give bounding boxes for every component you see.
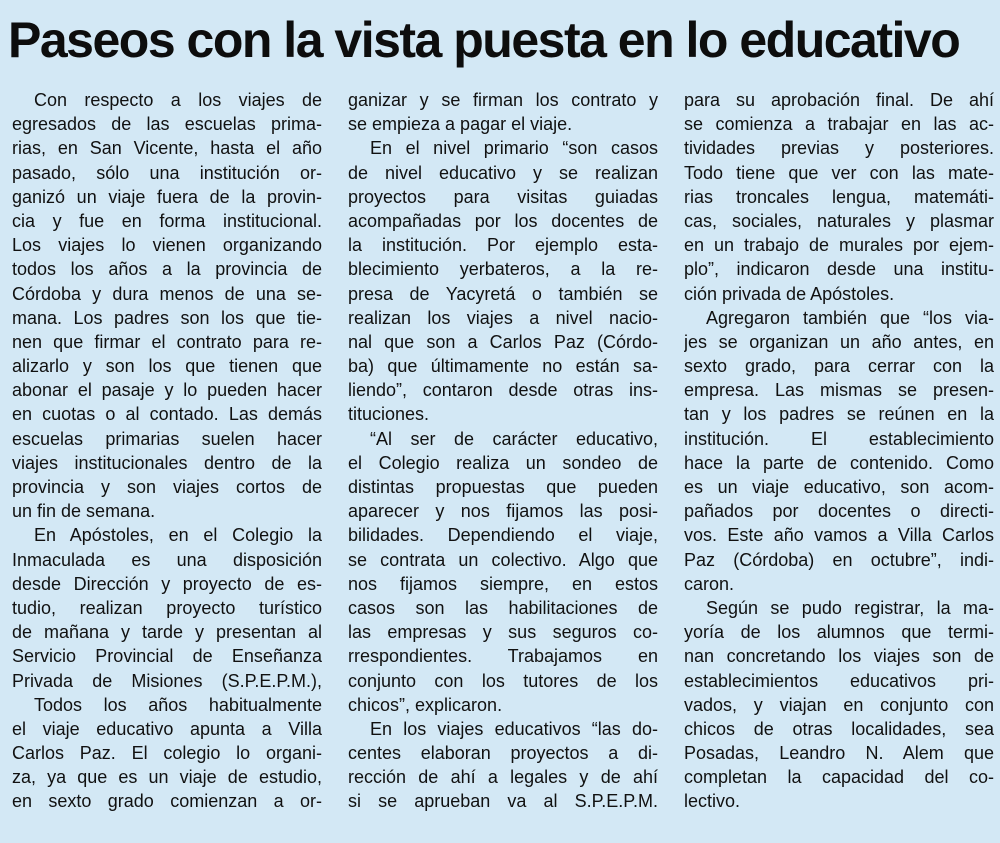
text-line: bilidades. Dependiendo el viaje, xyxy=(348,525,658,546)
text-line: Según se pudo registrar, la ma- xyxy=(706,597,994,618)
text-line: presa de Yacyretá o también se xyxy=(348,283,658,304)
text-line: sexto grado, para cerrar con la xyxy=(684,356,994,377)
text-line: realizan los viajes a nivel nacio- xyxy=(348,307,658,328)
text-line: en cuotas o al contado. Las demás xyxy=(12,404,322,425)
text-line: vos. Este año vamos a Villa Carlos xyxy=(684,525,994,546)
text-line: completan la capacidad del co- xyxy=(684,767,994,788)
text-line: empresa. Las mismas se presen- xyxy=(684,380,994,401)
text-line: nal que son a Carlos Paz (Córdo- xyxy=(348,331,658,352)
text-line: blecimiento yerbateros, a la re- xyxy=(348,259,658,280)
text-line: todos los años a la provincia de xyxy=(12,259,322,280)
article-column-1 xyxy=(12,88,322,814)
text-line: establecimientos educativos pri- xyxy=(684,670,994,691)
text-line: rección de ahí a legales y de ahí xyxy=(348,767,658,788)
text-line: de nivel educativo y se realizan xyxy=(348,162,658,183)
text-line: se comienza a trabajar en las ac- xyxy=(684,114,994,135)
text-line: Con respecto a los viajes de xyxy=(34,90,322,110)
text-line: nen que firmar el contrato para re- xyxy=(12,331,322,352)
text-line: pañados por docentes o directi- xyxy=(684,501,994,522)
text-line: Los viajes lo vienen organizando xyxy=(12,235,322,256)
text-line: el Colegio realiza un sondeo de xyxy=(348,452,658,473)
text-line: “Al ser de carácter educativo, xyxy=(370,428,658,449)
text-line: ción privada de Apóstoles. xyxy=(684,283,895,304)
text-line: ganizar y se firman los contrato y xyxy=(348,90,658,110)
text-line: vados, y viajan en conjunto con xyxy=(684,694,994,715)
text-line: las empresas y sus seguros co- xyxy=(348,622,658,643)
text-line: egresados de las escuelas prima- xyxy=(12,114,322,135)
text-line: para su aprobación final. De ahí xyxy=(684,90,994,110)
text-line: la institución. Por ejemplo esta- xyxy=(348,235,658,256)
text-line: hace la parte de contenido. Como xyxy=(684,452,994,473)
text-line: aparecer y nos fijamos las posi- xyxy=(348,501,658,522)
text-line: mana. Los padres son los que tie- xyxy=(12,307,322,328)
text-line: Paz (Córdoba) en octubre”, indi- xyxy=(684,549,994,570)
text-line: se contrata un colectivo. Algo que xyxy=(348,549,658,570)
text-line: abonar el pasaje y lo pueden hacer xyxy=(12,380,322,401)
text-line: ganizó un viaje fuera de la provin- xyxy=(12,186,322,207)
text-line: Carlos Paz. El colegio lo organi- xyxy=(12,743,322,764)
text-line: En el nivel primario “son casos xyxy=(370,138,658,159)
article-column-2 xyxy=(348,88,658,814)
text-line: ba) que últimamente no están sa- xyxy=(348,356,658,377)
text-line: Posadas, Leandro N. Alem que xyxy=(684,743,994,764)
text-line: escuelas primarias suelen hacer xyxy=(12,428,322,449)
text-line: provincia y son viajes cortos de xyxy=(12,477,322,497)
text-line: yoría de los alumnos que termi- xyxy=(684,622,994,643)
text-line: liendo”, contaron desde otras ins- xyxy=(348,380,658,401)
text-line: en sexto grado comienzan a or- xyxy=(12,791,322,812)
text-line: Todo tiene que ver con las mate- xyxy=(684,162,994,183)
text-line: jes se organizan un año antes, en xyxy=(684,331,994,352)
text-line: Córdoba y dura menos de una se- xyxy=(12,283,322,304)
text-line: cas, sociales, naturales y plasmar xyxy=(684,210,994,231)
text-line: casos son las habilitaciones de xyxy=(348,597,658,618)
text-line: cia y fue en forma institucional. xyxy=(12,210,322,231)
text-line: Inmaculada es una disposición xyxy=(12,549,322,570)
text-line: institución. El establecimiento xyxy=(684,428,994,449)
text-line: plo”, indicaron desde una institu- xyxy=(684,259,994,280)
text-line: chicos”, explicaron. xyxy=(348,694,503,715)
text-line: tividades previas y posteriores. xyxy=(684,138,994,159)
text-line: conjunto con los tutores de los xyxy=(348,670,658,691)
article-column-3 xyxy=(684,88,994,814)
text-line: caron. xyxy=(684,573,735,594)
text-line: es un viaje educativo, son acom- xyxy=(684,477,994,497)
text-line: alizarlo y son los que tienen que xyxy=(12,356,322,377)
text-line: tudio, realizan proyecto turístico xyxy=(12,597,322,618)
text-line: de mañana y tarde y presentan al xyxy=(12,622,322,643)
text-line: lectivo. xyxy=(684,791,741,812)
text-line: desde Dirección y proyecto de es- xyxy=(12,573,322,594)
text-line: centes elaboran proyectos a di- xyxy=(348,743,658,764)
text-line: tan y los padres se reúnen en la xyxy=(684,404,994,425)
text-line: el viaje educativo apunta a Villa xyxy=(12,718,322,739)
text-line: acompañadas por los docentes de xyxy=(348,210,658,231)
text-line: Agregaron también que “los via- xyxy=(706,307,994,328)
text-line: en un trabajo de murales por ejem- xyxy=(684,235,994,256)
text-line: rias troncales lengua, matemáti- xyxy=(684,186,994,207)
text-line: pasado, sólo una institución or- xyxy=(12,162,322,183)
text-line: nan concretando los viajes son de xyxy=(684,646,994,667)
text-line: se empieza a pagar el viaje. xyxy=(348,114,573,135)
text-line: distintas propuestas que pueden xyxy=(348,477,658,497)
headline: Paseos con la vista puesta en lo educativo xyxy=(8,12,960,68)
text-line: Todos los años habitualmente xyxy=(34,694,322,715)
text-line: proyectos para visitas guiadas xyxy=(348,186,658,207)
text-line: si se aprueban va al S.P.E.P.M. xyxy=(348,791,658,812)
text-line: En los viajes educativos “las do- xyxy=(370,718,658,739)
text-line: viajes institucionales dentro de la xyxy=(12,452,322,473)
text-line: chicos de otras localidades, sea xyxy=(684,718,994,739)
text-line: za, ya que es un viaje de estudio, xyxy=(12,767,322,788)
text-line: tituciones. xyxy=(348,404,430,425)
text-line: Servicio Provincial de Enseñanza xyxy=(12,646,322,667)
text-line: rrespondientes. Trabajamos en xyxy=(348,646,658,667)
text-line: rias, en San Vicente, hasta el año xyxy=(12,138,322,159)
text-line: En Apóstoles, en el Colegio la xyxy=(34,525,322,546)
text-line: Privada de Misiones (S.P.E.P.M.), xyxy=(12,670,322,691)
text-line: un fin de semana. xyxy=(12,501,156,522)
text-line: nos fijamos siempre, en estos xyxy=(348,573,658,594)
